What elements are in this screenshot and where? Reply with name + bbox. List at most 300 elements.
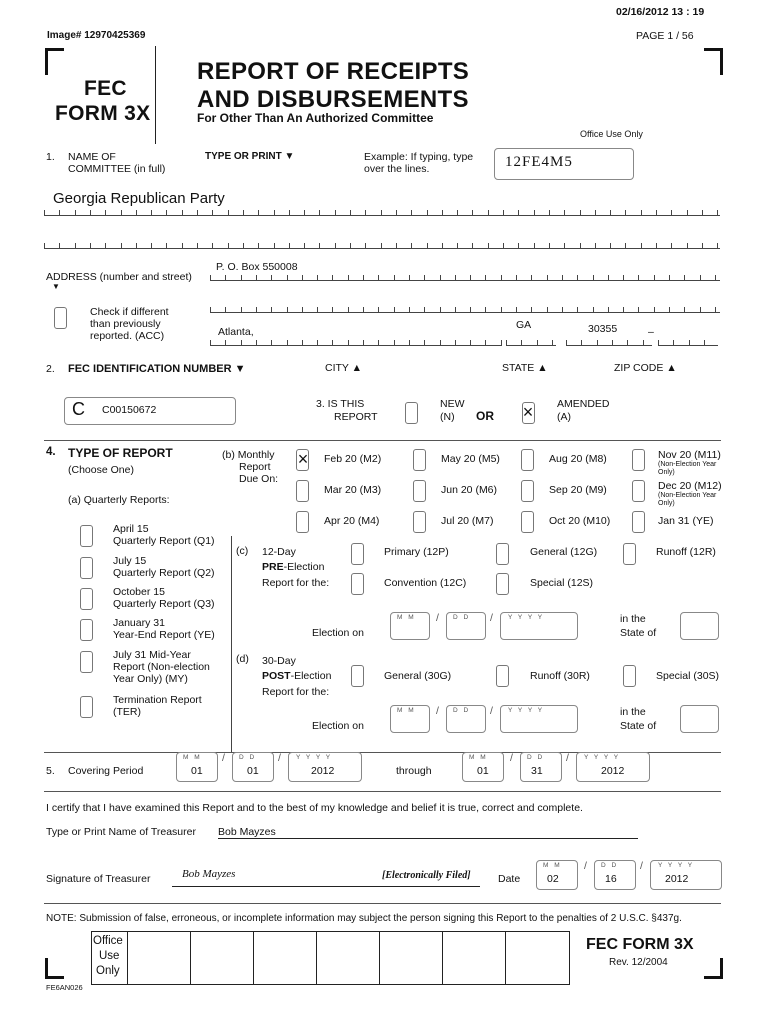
office-use-line2: Use bbox=[99, 950, 120, 962]
comb-tick bbox=[654, 275, 655, 280]
monthly-checkbox[interactable] bbox=[413, 511, 426, 533]
comb-tick bbox=[271, 275, 272, 280]
type-of-report-title: TYPE OF REPORT bbox=[68, 446, 173, 460]
comb-tick bbox=[641, 210, 642, 215]
monthly-checkbox[interactable] bbox=[413, 449, 426, 471]
quarterly-option-label: April 15 bbox=[113, 523, 149, 535]
comb-tick bbox=[656, 243, 657, 248]
quarterly-option-label: July 31 Mid-Year bbox=[113, 649, 191, 661]
grid-divider bbox=[505, 932, 506, 984]
comb-tick bbox=[715, 275, 716, 280]
comb-tick bbox=[658, 340, 659, 345]
comb-tick bbox=[197, 243, 198, 248]
header-datetime: 02/16/2012 13 : 19 bbox=[616, 6, 705, 18]
from-day-field[interactable] bbox=[232, 752, 274, 782]
post-d-label: (d) bbox=[236, 653, 249, 665]
pre-election-month-field[interactable] bbox=[390, 612, 430, 640]
date-slash: / bbox=[222, 752, 225, 764]
pre-special-checkbox[interactable] bbox=[496, 573, 509, 595]
fec-id-prefix: C bbox=[72, 399, 85, 419]
comb-tick bbox=[470, 307, 471, 312]
grid-divider bbox=[379, 932, 380, 984]
year-label: Y Y Y Y bbox=[508, 707, 545, 714]
pre-c-label: (c) bbox=[236, 545, 249, 557]
monthly-checkbox[interactable] bbox=[296, 480, 309, 502]
monthly-checkbox[interactable] bbox=[521, 480, 534, 502]
pre-election-year-field[interactable] bbox=[500, 612, 578, 640]
quarterly-checkbox[interactable] bbox=[80, 651, 93, 673]
comb-tick bbox=[182, 243, 183, 248]
comb-tick bbox=[289, 243, 290, 248]
zip-value: 30355 bbox=[588, 323, 618, 335]
quarterly-option-label: Year-End Report (YE) bbox=[113, 629, 215, 641]
comb-tick bbox=[228, 210, 229, 215]
example-code: 12FE4M5 bbox=[505, 154, 573, 170]
comb-tick bbox=[44, 243, 45, 248]
comb-tick bbox=[485, 275, 486, 280]
pre-convention-checkbox[interactable] bbox=[351, 573, 364, 595]
comb-tick bbox=[501, 275, 502, 280]
comb-tick bbox=[577, 307, 578, 312]
quarterly-reports-label: (a) Quarterly Reports: bbox=[68, 494, 170, 506]
comb-tick bbox=[521, 340, 522, 345]
date-slash: / bbox=[490, 705, 493, 717]
comb-tick bbox=[503, 243, 504, 248]
comb-tick bbox=[348, 275, 349, 280]
comb-tick bbox=[472, 210, 473, 215]
comb-tick bbox=[427, 243, 428, 248]
check-different-line2: than previously bbox=[90, 318, 161, 330]
monthly-label-line2: Report bbox=[239, 461, 271, 473]
comb-tick bbox=[258, 243, 259, 248]
comb-tick bbox=[378, 307, 379, 312]
comb-tick bbox=[335, 243, 336, 248]
to-month-field[interactable] bbox=[462, 752, 504, 782]
comb-tick bbox=[90, 243, 91, 248]
post-election-day-field[interactable] bbox=[446, 705, 486, 733]
comb-tick bbox=[302, 340, 303, 345]
post-election-year-field[interactable] bbox=[500, 705, 578, 733]
zip-field[interactable] bbox=[566, 323, 652, 346]
check-different-line3: reported. (ACC) bbox=[90, 330, 165, 342]
amended-label-line1: AMENDED bbox=[557, 398, 610, 410]
corner-mark-top-right bbox=[704, 48, 723, 75]
comb-tick bbox=[319, 210, 320, 215]
monthly-option-label: Apr 20 (M4) bbox=[324, 515, 380, 527]
city-value: Atlanta, bbox=[218, 326, 254, 338]
month-label: M M bbox=[183, 754, 202, 761]
day-label: D D bbox=[239, 754, 257, 761]
monthly-checkbox[interactable] bbox=[413, 480, 426, 502]
comb-tick bbox=[671, 210, 672, 215]
monthly-option-label: Jun 20 (M6) bbox=[441, 484, 498, 496]
comb-tick bbox=[256, 340, 257, 345]
monthly-option-label: Jul 20 (M7) bbox=[441, 515, 494, 527]
comb-tick bbox=[136, 243, 137, 248]
comb-tick bbox=[717, 210, 718, 215]
comb-tick bbox=[485, 307, 486, 312]
day-label: D D bbox=[527, 754, 545, 761]
comb-tick bbox=[44, 210, 45, 215]
comb-tick bbox=[442, 243, 443, 248]
comb-tick bbox=[409, 275, 410, 280]
grid-divider bbox=[253, 932, 254, 984]
city-field[interactable] bbox=[210, 326, 502, 346]
day-label: D D bbox=[453, 707, 471, 714]
comb-tick bbox=[381, 243, 382, 248]
comb-tick bbox=[625, 210, 626, 215]
post-label-line1: 30-Day bbox=[262, 655, 296, 667]
to-year-field[interactable] bbox=[576, 752, 650, 782]
comb-tick bbox=[684, 275, 685, 280]
comb-tick bbox=[274, 243, 275, 248]
treasurer-name-value: Bob Mayzes bbox=[218, 826, 276, 838]
quarterly-option-label: (TER) bbox=[113, 706, 141, 718]
comb-tick bbox=[241, 307, 242, 312]
sign-year-field[interactable] bbox=[650, 860, 722, 890]
comb-tick bbox=[518, 243, 519, 248]
pre-election-on-label: Election on bbox=[312, 627, 364, 639]
post-election-on-label: Election on bbox=[312, 720, 364, 732]
to-day-field[interactable] bbox=[520, 752, 562, 782]
comb-tick bbox=[455, 275, 456, 280]
comb-tick bbox=[669, 307, 670, 312]
monthly-option-label: May 20 (M5) bbox=[441, 453, 500, 465]
comb-tick bbox=[210, 340, 211, 345]
comb-tick bbox=[317, 307, 318, 312]
comb-tick bbox=[700, 307, 701, 312]
footer-code: FE6AN026 bbox=[46, 983, 83, 992]
comb-tick bbox=[485, 340, 486, 345]
quarterly-option-label: Report (Non-election bbox=[113, 661, 210, 673]
comb-tick bbox=[225, 307, 226, 312]
is-this-report-line2: REPORT bbox=[334, 411, 378, 423]
post-label-election: -Election bbox=[290, 670, 332, 682]
feb20-check-mark: × bbox=[297, 449, 309, 469]
comb-tick bbox=[610, 243, 611, 248]
comb-tick bbox=[700, 275, 701, 280]
day-label: D D bbox=[601, 862, 619, 869]
comb-tick bbox=[717, 243, 718, 248]
monthly-checkbox[interactable] bbox=[296, 511, 309, 533]
sign-month-field[interactable] bbox=[536, 860, 578, 890]
comb-tick bbox=[363, 275, 364, 280]
post-label-bold: POST bbox=[262, 670, 291, 682]
address-street-field-line2[interactable] bbox=[210, 300, 720, 313]
check-different-line1: Check if different bbox=[90, 306, 169, 318]
comb-tick bbox=[271, 340, 272, 345]
comb-tick bbox=[396, 243, 397, 248]
day-label: D D bbox=[453, 614, 471, 621]
monthly-checkbox[interactable] bbox=[521, 449, 534, 471]
comb-tick bbox=[552, 340, 553, 345]
comb-tick bbox=[241, 275, 242, 280]
comb-tick bbox=[457, 210, 458, 215]
comb-tick bbox=[595, 210, 596, 215]
pre-runoff-checkbox[interactable] bbox=[623, 543, 636, 565]
comb-tick bbox=[643, 340, 644, 345]
section-divider bbox=[44, 791, 721, 792]
address-street-field[interactable] bbox=[210, 261, 720, 281]
penalty-note: NOTE: Submission of false, erroneous, or incomplete information may subject the person signing this Report to the penalties of 2 U.S.C. §437g. bbox=[46, 913, 682, 924]
pre-label-election: -Election bbox=[283, 561, 325, 573]
quarterly-option-label: Quarterly Report (Q2) bbox=[113, 567, 215, 579]
monthly-option-label: Jan 31 (YE) bbox=[658, 515, 714, 527]
pre-general-checkbox[interactable] bbox=[496, 543, 509, 565]
comb-tick bbox=[378, 275, 379, 280]
signature-label: Signature of Treasurer bbox=[46, 873, 151, 885]
comb-tick bbox=[673, 340, 674, 345]
comb-tick bbox=[608, 275, 609, 280]
monthly-checkbox[interactable] bbox=[632, 449, 645, 471]
comb-tick bbox=[212, 243, 213, 248]
comb-tick bbox=[516, 275, 517, 280]
address-label: ADDRESS (number and street) bbox=[46, 271, 192, 283]
from-day-value: 01 bbox=[247, 765, 259, 777]
comb-tick bbox=[394, 275, 395, 280]
treasurer-name-label: Type or Print Name of Treasurer bbox=[46, 826, 196, 838]
section1-number: 1. bbox=[46, 151, 55, 163]
comb-tick bbox=[411, 243, 412, 248]
committee-name-field-line2[interactable] bbox=[44, 236, 720, 249]
example-line1: Example: If typing, type bbox=[364, 151, 474, 163]
quarterly-option-label: January 31 bbox=[113, 617, 165, 629]
comb-tick bbox=[256, 307, 257, 312]
date-label: Date bbox=[498, 873, 521, 885]
comb-tick bbox=[243, 210, 244, 215]
fec-id-label: FEC IDENTIFICATION NUMBER ▼ bbox=[68, 363, 246, 375]
post-state-field[interactable] bbox=[680, 705, 719, 733]
comb-tick bbox=[593, 307, 594, 312]
comb-tick bbox=[669, 275, 670, 280]
post-election-month-field[interactable] bbox=[390, 705, 430, 733]
comb-tick bbox=[411, 210, 412, 215]
through-label: through bbox=[396, 765, 432, 777]
amended-label-line2: (A) bbox=[557, 411, 571, 423]
quarterly-checkbox[interactable] bbox=[80, 588, 93, 610]
comb-tick bbox=[424, 340, 425, 345]
comb-tick bbox=[627, 340, 628, 345]
comb-tick bbox=[210, 307, 211, 312]
comb-tick bbox=[304, 210, 305, 215]
post-in-the-label: in the bbox=[620, 706, 646, 718]
comb-tick bbox=[363, 340, 364, 345]
comb-tick bbox=[287, 275, 288, 280]
zip-label: ZIP CODE ▲ bbox=[614, 362, 677, 374]
comb-tick bbox=[348, 307, 349, 312]
monthly-label-line3: Due On: bbox=[239, 473, 279, 485]
quarterly-option-label: Termination Report bbox=[113, 694, 202, 706]
comb-tick bbox=[656, 210, 657, 215]
pre-label-line1: 12-Day bbox=[262, 546, 296, 558]
year-label: Y Y Y Y bbox=[296, 754, 333, 761]
date-slash: / bbox=[490, 612, 493, 624]
comb-tick bbox=[365, 210, 366, 215]
from-month-field[interactable] bbox=[176, 752, 218, 782]
grid-divider bbox=[442, 932, 443, 984]
comb-tick bbox=[581, 340, 582, 345]
comb-tick bbox=[472, 243, 473, 248]
non-election-note: (Non-Election Year Only) bbox=[658, 492, 717, 507]
comb-tick bbox=[225, 275, 226, 280]
month-label: M M bbox=[469, 754, 488, 761]
comb-tick bbox=[394, 307, 395, 312]
comb-tick bbox=[350, 210, 351, 215]
corner-mark-bottom-left bbox=[45, 958, 64, 979]
type-or-print-label: TYPE OR PRINT ▼ bbox=[205, 151, 295, 162]
to-year-value: 2012 bbox=[601, 765, 625, 777]
comb-tick bbox=[702, 210, 703, 215]
comb-tick bbox=[287, 340, 288, 345]
comb-tick bbox=[210, 275, 211, 280]
year-label: Y Y Y Y bbox=[584, 754, 621, 761]
comb-tick bbox=[332, 307, 333, 312]
is-this-report-line1: 3. IS THIS bbox=[316, 398, 365, 410]
comb-tick bbox=[271, 307, 272, 312]
comb-tick bbox=[440, 275, 441, 280]
address-change-checkbox[interactable] bbox=[54, 307, 67, 329]
pre-state-field[interactable] bbox=[680, 612, 719, 640]
office-use-line3: Only bbox=[96, 965, 120, 977]
quarterly-checkbox[interactable] bbox=[80, 525, 93, 547]
grid-divider bbox=[127, 932, 128, 984]
committee-name-label-line2: COMMITTEE (in full) bbox=[68, 163, 166, 175]
choose-one-label: (Choose One) bbox=[68, 464, 134, 476]
quarterly-option-label: Quarterly Report (Q3) bbox=[113, 598, 215, 610]
comb-tick bbox=[317, 275, 318, 280]
section5-number: 5. bbox=[46, 765, 55, 777]
post-runoff-checkbox[interactable] bbox=[496, 665, 509, 687]
year-label: Y Y Y Y bbox=[508, 614, 545, 621]
comb-tick bbox=[348, 340, 349, 345]
comb-tick bbox=[638, 275, 639, 280]
pre-convention-label: Convention (12C) bbox=[384, 577, 467, 589]
comb-tick bbox=[455, 340, 456, 345]
treasurer-name-field[interactable] bbox=[218, 826, 638, 839]
state-label: STATE ▲ bbox=[502, 362, 548, 374]
comb-tick bbox=[121, 210, 122, 215]
pre-primary-checkbox[interactable] bbox=[351, 543, 364, 565]
comb-tick bbox=[564, 210, 565, 215]
comb-tick bbox=[702, 243, 703, 248]
state-field[interactable] bbox=[506, 319, 556, 346]
comb-tick bbox=[608, 307, 609, 312]
committee-name-value: Georgia Republican Party bbox=[53, 190, 225, 207]
comb-tick bbox=[638, 307, 639, 312]
address-arrow-icon: ▼ bbox=[52, 282, 60, 291]
comb-tick bbox=[105, 243, 106, 248]
comb-tick bbox=[440, 307, 441, 312]
comb-tick bbox=[549, 210, 550, 215]
comb-tick bbox=[151, 210, 152, 215]
comb-tick bbox=[136, 210, 137, 215]
comb-tick bbox=[684, 307, 685, 312]
date-slash: / bbox=[584, 860, 587, 872]
committee-name-field[interactable] bbox=[44, 190, 720, 216]
quarterly-checkbox[interactable] bbox=[80, 619, 93, 641]
pre-label-line3: Report for the: bbox=[262, 577, 330, 589]
post-special-checkbox[interactable] bbox=[623, 665, 636, 687]
pre-state-of-label: State of bbox=[620, 627, 657, 639]
post-general-checkbox[interactable] bbox=[351, 665, 364, 687]
monthly-checkbox[interactable] bbox=[632, 511, 645, 533]
comb-tick bbox=[302, 307, 303, 312]
comb-tick bbox=[75, 210, 76, 215]
quarterly-checkbox[interactable] bbox=[80, 696, 93, 718]
comb-tick bbox=[457, 243, 458, 248]
address-street-value: P. O. Box 550008 bbox=[216, 261, 298, 273]
new-report-checkbox[interactable] bbox=[405, 402, 418, 424]
comb-tick bbox=[332, 340, 333, 345]
quarterly-option-label: October 15 bbox=[113, 586, 165, 598]
comb-tick bbox=[396, 210, 397, 215]
quarterly-checkbox[interactable] bbox=[80, 557, 93, 579]
monthly-checkbox[interactable] bbox=[632, 480, 645, 502]
sign-day-field[interactable] bbox=[594, 860, 636, 890]
comb-tick bbox=[531, 307, 532, 312]
office-use-grid bbox=[91, 931, 570, 985]
grid-divider bbox=[316, 932, 317, 984]
comb-tick bbox=[350, 243, 351, 248]
comb-tick bbox=[424, 275, 425, 280]
pre-election-day-field[interactable] bbox=[446, 612, 486, 640]
comb-tick bbox=[166, 210, 167, 215]
post-label-line3: Report for the: bbox=[262, 686, 330, 698]
image-number: Image# 12970425369 bbox=[47, 30, 146, 41]
electronically-filed-label: [Electronically Filed] bbox=[382, 870, 471, 881]
comb-tick bbox=[304, 243, 305, 248]
monthly-option-label: Oct 20 (M10) bbox=[549, 515, 611, 527]
comb-tick bbox=[531, 275, 532, 280]
signature-field[interactable] bbox=[172, 868, 480, 887]
comb-tick bbox=[689, 340, 690, 345]
comb-tick bbox=[228, 243, 229, 248]
comb-tick bbox=[562, 307, 563, 312]
comb-tick bbox=[424, 307, 425, 312]
comb-tick bbox=[59, 210, 60, 215]
comb-tick bbox=[534, 210, 535, 215]
comb-tick bbox=[501, 307, 502, 312]
quarterly-option-label: July 15 bbox=[113, 555, 147, 567]
section4-number: 4. bbox=[46, 446, 56, 458]
comb-tick bbox=[381, 210, 382, 215]
monthly-checkbox[interactable] bbox=[521, 511, 534, 533]
comb-tick bbox=[654, 307, 655, 312]
pre-in-the-label: in the bbox=[620, 613, 646, 625]
pre-primary-label: Primary (12P) bbox=[384, 546, 449, 558]
comb-tick bbox=[503, 210, 504, 215]
from-year-value: 2012 bbox=[311, 765, 335, 777]
comb-tick bbox=[534, 243, 535, 248]
comb-tick bbox=[623, 307, 624, 312]
comb-tick bbox=[75, 243, 76, 248]
comb-tick bbox=[363, 307, 364, 312]
zip-ext-field[interactable] bbox=[658, 333, 718, 346]
comb-tick bbox=[335, 210, 336, 215]
comb-tick bbox=[610, 210, 611, 215]
sign-year-value: 2012 bbox=[665, 873, 689, 885]
comb-tick bbox=[378, 340, 379, 345]
footer-revision: Rev. 12/2004 bbox=[609, 957, 668, 968]
comb-tick bbox=[470, 340, 471, 345]
footer-form-name: FEC FORM 3X bbox=[586, 936, 694, 953]
form-name-line2: FORM 3X bbox=[55, 102, 151, 125]
comb-tick bbox=[687, 210, 688, 215]
report-title-line1: REPORT OF RECEIPTS bbox=[197, 58, 470, 85]
from-year-field[interactable] bbox=[288, 752, 362, 782]
corner-mark-top-left bbox=[45, 48, 64, 75]
comb-tick bbox=[59, 243, 60, 248]
